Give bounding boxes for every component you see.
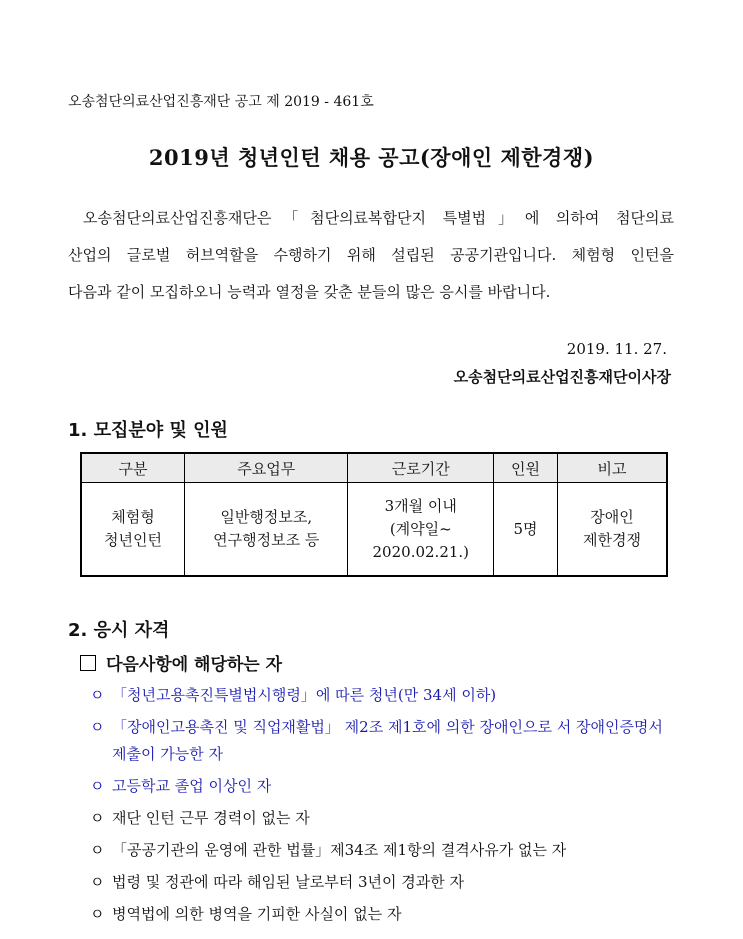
list-item-text: 법령 및 정관에 따라 해임된 날로부터 3년이 경과한 자 [112, 873, 464, 891]
list-item-text: 재단 인턴 근무 경력이 없는 자 [112, 809, 310, 827]
list-item [90, 773, 675, 800]
column-header: 구분 [81, 453, 185, 483]
column-header: 근로기간 [348, 453, 494, 483]
table-row [81, 483, 667, 577]
cell-category [81, 483, 185, 577]
cell-text: 체험형 [111, 508, 155, 526]
table-header-row [81, 453, 667, 483]
column-header: 인원 [494, 453, 558, 483]
cell-text: (계약일~ [389, 519, 452, 538]
cell-note [557, 483, 667, 577]
intro-line: 오송첨단의료산업진흥재단은「첨단의료복합단지 특별법」에 의하여 첨단의료 [83, 209, 674, 227]
cell-text: 일반행정보조, [220, 508, 313, 526]
column-header: 비고 [557, 453, 667, 483]
list-item [90, 714, 675, 768]
circle-bullet-icon: ㅇ [90, 905, 105, 923]
cell-text: 장애인 [590, 508, 634, 526]
circle-bullet-icon: ㅇ [90, 777, 105, 795]
circle-bullet-icon: ㅇ [90, 686, 105, 704]
announcement-date: 2019. 11. 27. [566, 340, 667, 358]
list-item [90, 682, 675, 709]
column-header: 주요업무 [185, 453, 348, 483]
section-heading-qualification: 2. 응시 자격 [68, 620, 170, 641]
list-item [90, 837, 675, 864]
circle-bullet-icon: ㅇ [90, 873, 105, 891]
cell-duty [185, 483, 348, 577]
list-item [90, 901, 675, 928]
intro-line: 산업의 글로벌 허브역할을 수행하기 위해 설립된 공공기관입니다. 체험형 인턴을 [68, 246, 674, 264]
cell-text: 제한경쟁 [582, 531, 641, 549]
checkbox-square-icon [80, 655, 96, 671]
cell-count [494, 483, 558, 577]
circle-bullet-icon: ㅇ [90, 841, 105, 859]
cell-period [348, 483, 494, 577]
cell-text: 3개월 이내 [384, 496, 457, 515]
circle-bullet-icon: ㅇ [90, 718, 105, 736]
intro-paragraph [68, 200, 674, 311]
circle-bullet-icon: ㅇ [90, 809, 105, 827]
list-item-text: 「청년고용촉진특별법시행령」에 따른 청년(만 34세 이하) [112, 686, 497, 704]
list-item-text: 병역법에 의한 병역을 기피한 사실이 없는 자 [112, 905, 402, 923]
list-item [90, 805, 675, 832]
cell-text: 5명 [513, 519, 538, 538]
cell-text: 청년인턴 [104, 531, 163, 549]
list-item [90, 869, 675, 896]
recruitment-table [80, 452, 668, 577]
page-title: 2019년 청년인턴 채용 공고(장애인 제한경쟁) [148, 145, 595, 170]
list-item-text: 「공공기관의 운영에 관한 법률」제34조 제1항의 결격사유가 없는 자 [112, 841, 567, 859]
qualification-subheading [80, 650, 282, 675]
intro-line: 다음과 같이 모집하오니 능력과 열정을 갖춘 분들의 많은 응시를 바랍니다. [68, 283, 551, 301]
subheading-text: 다음사항에 해당하는 자 [106, 655, 283, 675]
section-heading-recruitment: 1. 모집분야 및 인원 [68, 420, 228, 441]
cell-text: 2020.02.21.) [372, 542, 470, 561]
issuer-name: 오송첨단의료산업진흥재단이사장 [453, 368, 671, 386]
list-item-text: 고등학교 졸업 이상인 자 [112, 777, 272, 795]
cell-text: 연구행정보조 등 [213, 531, 320, 549]
qualification-list [90, 682, 675, 928]
list-item-text: 「장애인고용촉진 및 직업재활법」 제2조 제1호에 의한 장애인으로 서 장애인증명서 제출이 가능한 자 [112, 718, 663, 763]
notice-number: 오송첨단의료산업진흥재단 공고 제 2019 - 461호 [68, 94, 374, 110]
